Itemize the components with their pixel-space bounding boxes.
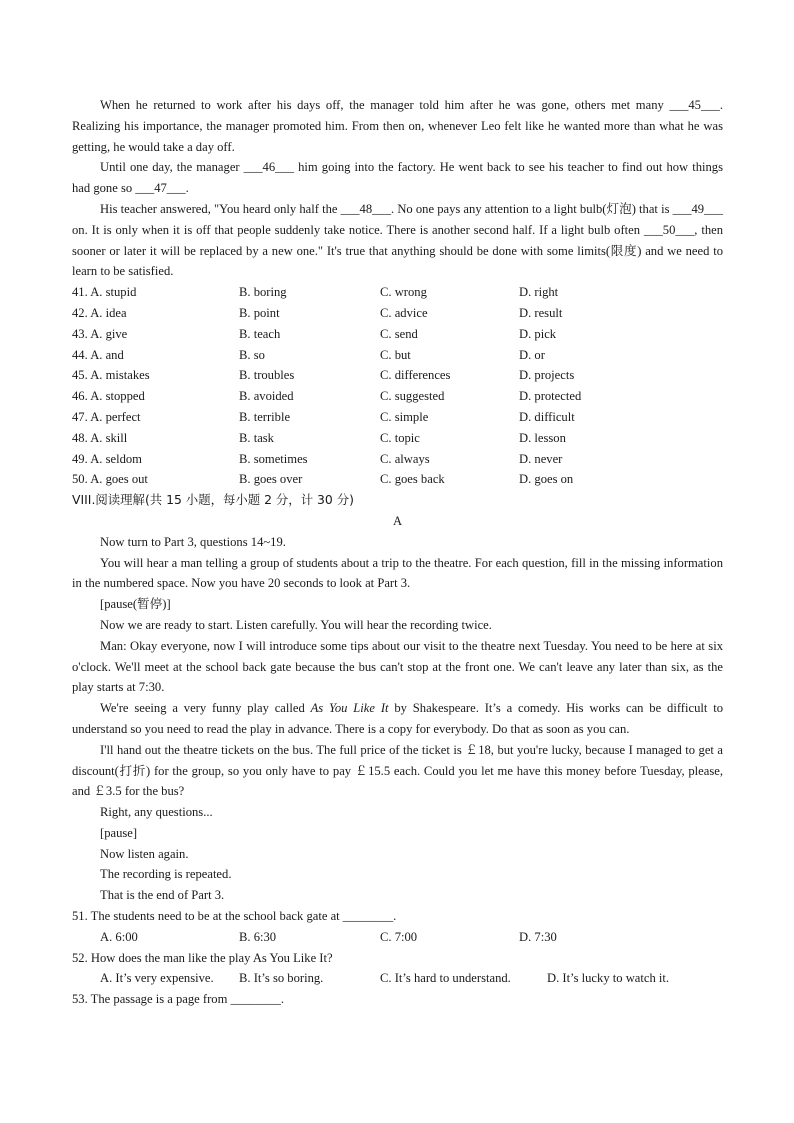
option-a: 44. A. and <box>72 347 124 362</box>
question-53: 53. The passage is a page from ________. <box>72 992 285 1007</box>
option-c: C. suggested <box>380 389 445 404</box>
option-b: B. task <box>239 430 274 445</box>
option-d: D. projects <box>519 368 575 383</box>
option-d: D. right <box>519 285 559 300</box>
option-b: B. sometimes <box>239 451 308 466</box>
section-title: VIII.阅读理解(共 15 小题，每小题 2 分，计 30 分) <box>72 492 354 508</box>
play-title: As You Like It <box>310 701 389 716</box>
option-row-43 <box>72 324 723 345</box>
option-d: D. protected <box>519 389 582 404</box>
option-row-49 <box>72 449 723 470</box>
option-c: C. simple <box>380 409 429 424</box>
option-c: C. goes back <box>380 472 445 487</box>
option-row-50 <box>72 469 723 490</box>
option-a: 45. A. mistakes <box>72 368 150 383</box>
cloze-options <box>72 282 723 490</box>
recording-repeated: The recording is repeated. <box>100 867 232 882</box>
option-c: C. advice <box>380 305 428 320</box>
option-d: D. 7:30 <box>519 929 557 944</box>
option-row-42 <box>72 303 723 324</box>
option-c: C. send <box>380 326 418 341</box>
pause-note: [pause(暂停)] <box>100 597 171 612</box>
option-a: 49. A. seldom <box>72 451 142 466</box>
man-speech-1: Man: Okay everyone, now I will introduce some tips about our visit to the theatre next Tuesday. You need to be here at six o'clock. We'll meet at the school back gate because the bus can't stop at the front one. We can't leave any later than six, as the play starts at 7:30. <box>72 638 723 695</box>
section-letter: A <box>392 513 403 528</box>
listening-intro: Now turn to Part 3, questions 14~19. <box>100 534 286 549</box>
listen-again: Now listen again. <box>100 846 189 861</box>
option-c: C. wrong <box>380 285 427 300</box>
option-a: A. It’s very expensive. <box>100 971 214 986</box>
speech-text: We're seeing a very funny play called <box>100 701 311 716</box>
option-c: C. differences <box>380 368 451 383</box>
option-b: B. goes over <box>239 472 303 487</box>
question-52: 52. How does the man like the play As You Like It? <box>72 950 333 965</box>
option-d: D. pick <box>519 326 557 341</box>
option-a: 48. A. skill <box>72 430 128 445</box>
option-b: B. It’s so boring. <box>239 971 324 986</box>
option-row-41 <box>72 282 723 303</box>
option-b: B. so <box>239 347 265 362</box>
pause-note-2: [pause] <box>100 825 138 840</box>
question-51: 51. The students need to be at the school back gate at ________. <box>72 909 397 924</box>
option-b: B. boring <box>239 285 287 300</box>
option-a: 46. A. stopped <box>72 389 145 404</box>
story-paragraph-2: Until one day, the manager ___46___ him going into the factory. He went back to see his teacher to find out how things had gone so ___47___. <box>72 160 723 196</box>
story-paragraph-3: His teacher answered, "You heard only half the ___48___. No one pays any attention to a light bulb(灯泡) that is ___49___ on. It is only when it is off that people suddenly take notice. There is another second half. If a light bulb often ___50___, then sooner or later it will be replaced by a new one." It's true that anything should be done with some limits(限度) and we need to learn to be satisfied. <box>72 201 723 279</box>
option-b: B. point <box>239 305 280 320</box>
any-questions: Right, any questions... <box>100 805 213 820</box>
option-c: C. 7:00 <box>380 929 418 944</box>
option-c: C. but <box>380 347 411 362</box>
option-b: B. 6:30 <box>239 929 277 944</box>
option-b: B. terrible <box>239 409 291 424</box>
ready-note: Now we are ready to start. Listen carefully. You will hear the recording twice. <box>100 617 492 632</box>
option-a: 47. A. perfect <box>72 409 141 424</box>
option-d: D. lesson <box>519 430 566 445</box>
speech-text: by Shakespeare. It’s a comedy. His works can be difficult to understand so you need to read the play in advance. There is a copy for everybody. Do that as soon as you can. <box>72 701 723 736</box>
man-speech-2 <box>72 698 723 740</box>
question-52-options <box>72 968 723 989</box>
option-d: D. difficult <box>519 409 575 424</box>
option-d: D. It’s lucky to watch it. <box>547 971 670 986</box>
option-b: B. troubles <box>239 368 295 383</box>
option-c: C. It’s hard to understand. <box>380 971 511 986</box>
option-row-48 <box>72 428 723 449</box>
option-c: C. always <box>380 451 430 466</box>
option-d: D. or <box>519 347 545 362</box>
option-row-44 <box>72 345 723 366</box>
option-d: D. goes on <box>519 472 574 487</box>
listening-instructions: You will hear a man telling a group of students about a trip to the theatre. For each question, fill in the missing information in the numbered space. Now you have 20 seconds to look at Part 3. <box>72 555 723 591</box>
option-row-46 <box>72 386 723 407</box>
document-page <box>72 95 723 1010</box>
option-d: D. never <box>519 451 563 466</box>
end-of-part: That is the end of Part 3. <box>100 888 225 903</box>
story-paragraph-1: When he returned to work after his days off, the manager told him after he was gone, others met many ___45___. Realizing his importance, the manager promoted him. From then on, whenever Leo felt like he wanted more than what he was getting, he would take a day off. <box>72 98 723 154</box>
option-a: 42. A. idea <box>72 305 127 320</box>
question-51-options <box>72 927 723 948</box>
option-b: B. avoided <box>239 389 294 404</box>
option-c: C. topic <box>380 430 420 445</box>
man-speech-3: I'll hand out the theatre tickets on the bus. The full price of the ticket is ￡18, but you're lucky, because I managed to get a discount(打折) for the group, so you only have to pay ￡15.5 each. Could you let me have this money before Tuesday, please, and ￡3.5 for the bus? <box>72 742 723 799</box>
option-d: D. result <box>519 305 563 320</box>
option-a: 41. A. stupid <box>72 285 137 300</box>
option-a: 43. A. give <box>72 326 128 341</box>
option-row-47 <box>72 407 723 428</box>
option-a: A. 6:00 <box>100 929 138 944</box>
option-a: 50. A. goes out <box>72 472 148 487</box>
option-b: B. teach <box>239 326 281 341</box>
option-row-45 <box>72 365 723 386</box>
